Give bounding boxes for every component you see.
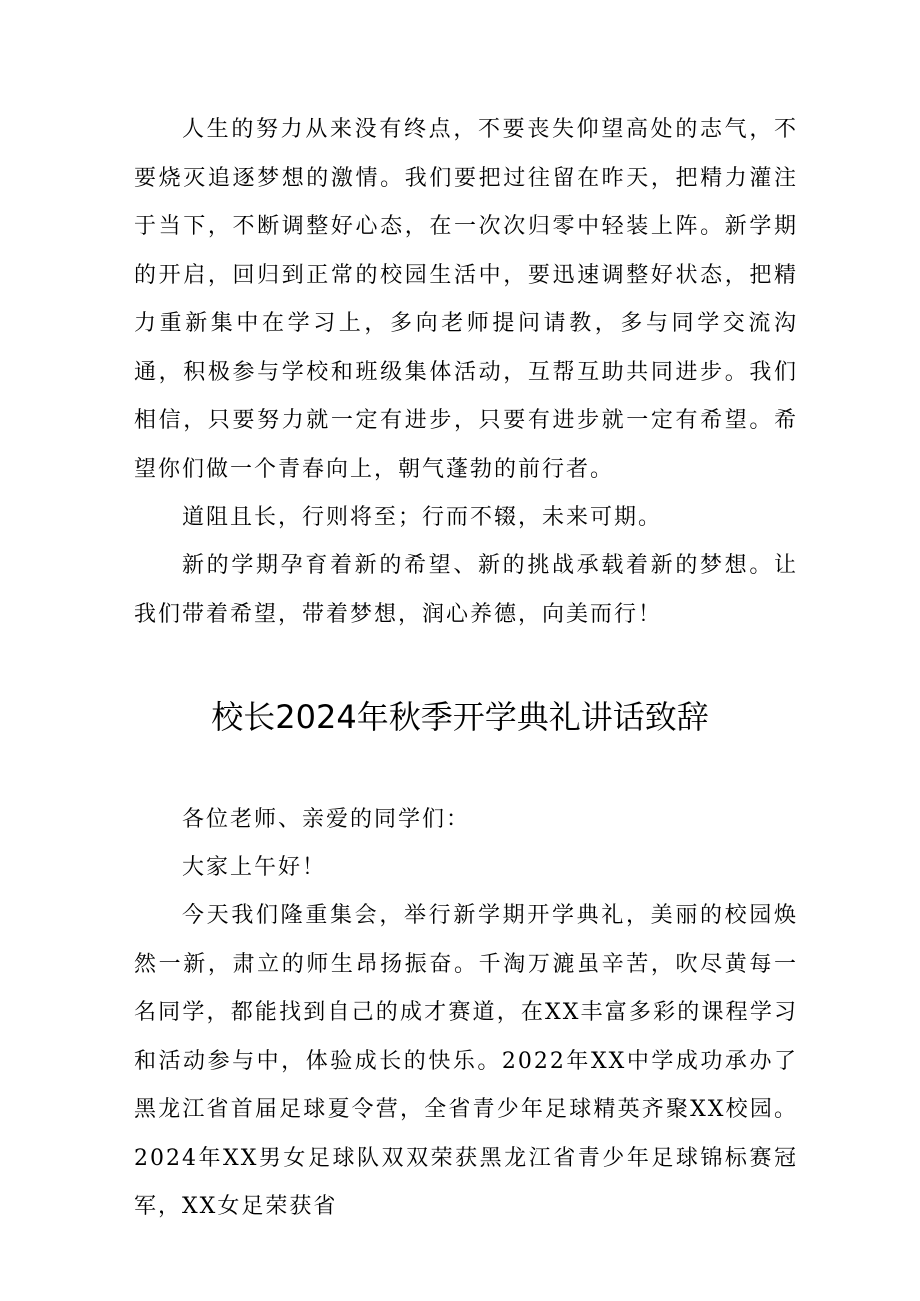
document-title: 校长2024年秋季开学典礼讲话致辞 bbox=[211, 698, 709, 736]
paragraph-road: 道阻且长，行则将至；行而不辍，未来可期。 bbox=[182, 505, 663, 530]
greeting: 大家上午好！ bbox=[182, 855, 327, 880]
salutation: 各位老师、亲爱的同学们： bbox=[182, 807, 471, 832]
paragraph-effort: 人生的努力从来没有终点，不要丧失仰望高处的志气，不要烧灭追逐梦想的激情。我们要把过往留在昨天，把精力灌注于当下，不断调整好心态，在一次次归零中轻装上阵。新学期的开启，回归到正常的校园生活中，要迅速调整好状态，把精力重新集中在学习上，多向老师提问请教，多与同学交流沟通，积极参与学校和班级集体活动，互帮互助共同进步。我们相信，只要努力就一定有进步，只要有进步就一定有希望。希望你们做一个青春向上，朝气蓬勃的前行者。 bbox=[134, 117, 798, 482]
paragraph-new-semester: 新的学期孕育着新的希望、新的挑战承载着新的梦想。让我们带着希望，带着梦想，润心养德，向美而行！ bbox=[134, 553, 798, 627]
paragraph-assembly: 今天我们隆重集会，举行新学期开学典礼，美丽的校园焕然一新，肃立的师生昂扬振奋。千淘万漉虽辛苦，吹尽黄每一名同学，都能找到自己的成才赛道，在XX丰富多彩的课程学习和活动参与中，体验成长的快乐。2022年XX中学成功承办了黑龙江省首届足球夏令营，全省青少年足球精英齐聚XX校园。2024年XX男女足球队双双荣获黑龙江省青少年足球锦标赛冠军，XX女足荣获省 bbox=[134, 903, 798, 1219]
